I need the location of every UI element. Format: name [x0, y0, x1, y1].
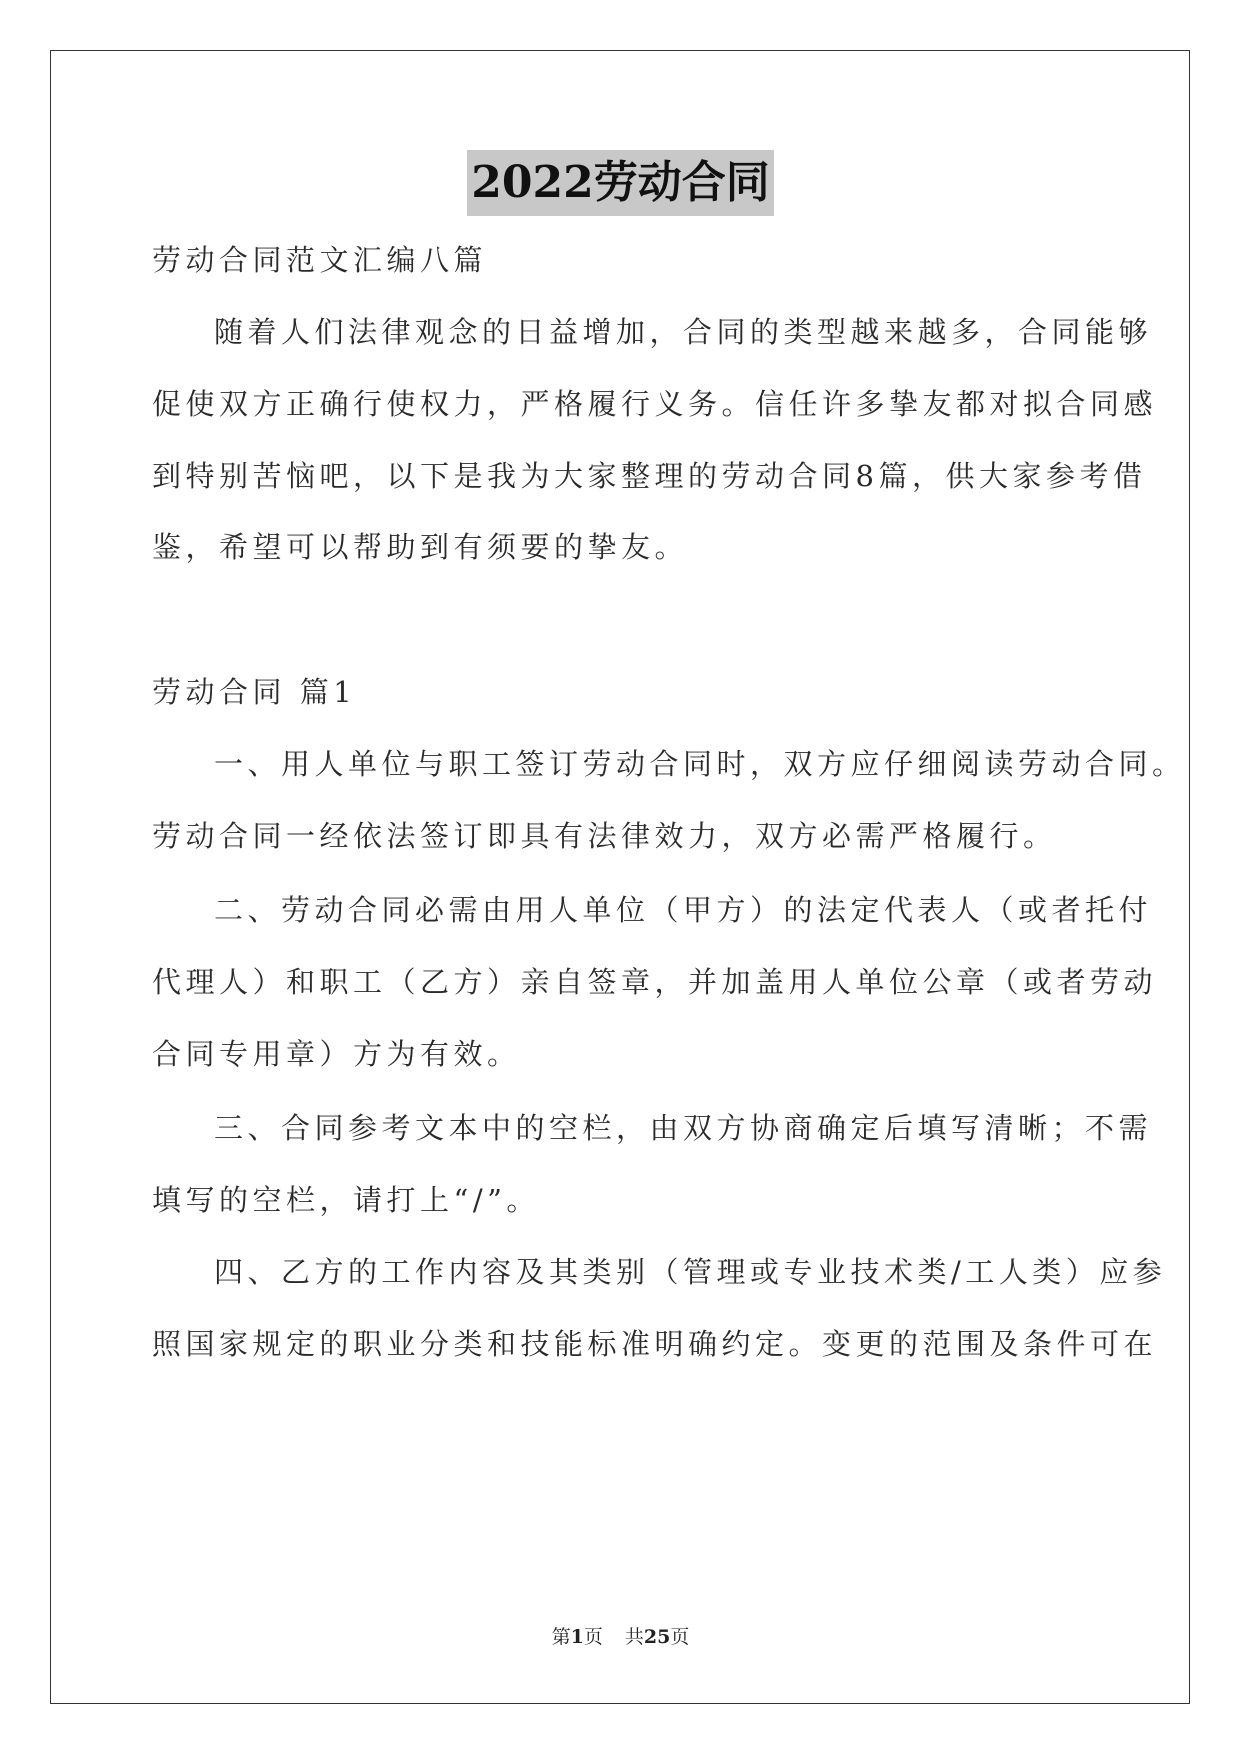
total-prefix: 共 [624, 1626, 644, 1648]
total-suffix: 页 [670, 1626, 690, 1648]
body-line: 四、乙方的工作内容及其类别（管理或专业技术类/工人类）应参 [214, 1255, 1167, 1289]
body-line: 一、用人单位与职工签订劳动合同时，双方应仔细阅读劳动合同。 [214, 747, 1186, 781]
intro-line: 随着人们法律观念的日益增加，合同的类型越来越多，合同能够 [214, 315, 1153, 349]
document-title: 2022劳动合同 [467, 150, 773, 216]
intro-line: 促使双方正确行使权力，严格履行义务。信任许多挚友都对拟合同感 [152, 387, 1158, 421]
total-pages: 25 [643, 1626, 671, 1648]
body-line: 照国家规定的职业分类和技能标准明确约定。变更的范围及条件可在 [152, 1327, 1158, 1361]
page-number: 1 [570, 1626, 584, 1648]
body-line: 二、劳动合同必需由用人单位（甲方）的法定代表人（或者托付 [214, 893, 1153, 927]
page-footer [0, 1622, 1241, 1649]
body-line: 填写的空栏，请打上“/”。 [152, 1183, 540, 1217]
body-line: 合同专用章）方为有效。 [152, 1037, 521, 1071]
body-line: 三、合同参考文本中的空栏，由双方协商确定后填写清晰；不需 [214, 1111, 1153, 1145]
body-line: 劳动合同一经依法签订即具有法律效力，双方必需严格履行。 [152, 819, 1057, 853]
page-border [50, 50, 1190, 1704]
title-container [0, 150, 1241, 216]
page-suffix: 页 [583, 1626, 603, 1648]
body-line: 代理人）和职工（乙方）亲自签章，并加盖用人单位公章（或者劳动 [152, 965, 1158, 999]
intro-line: 到特别苦恼吧，以下是我为大家整理的劳动合同8篇，供大家参考借 [152, 459, 1147, 493]
document-subtitle: 劳动合同范文汇编八篇 [152, 243, 488, 277]
page-prefix: 第 [551, 1626, 571, 1648]
intro-line: 鉴，希望可以帮助到有须要的挚友。 [152, 530, 689, 564]
section-heading: 劳动合同 篇1 [152, 675, 357, 709]
